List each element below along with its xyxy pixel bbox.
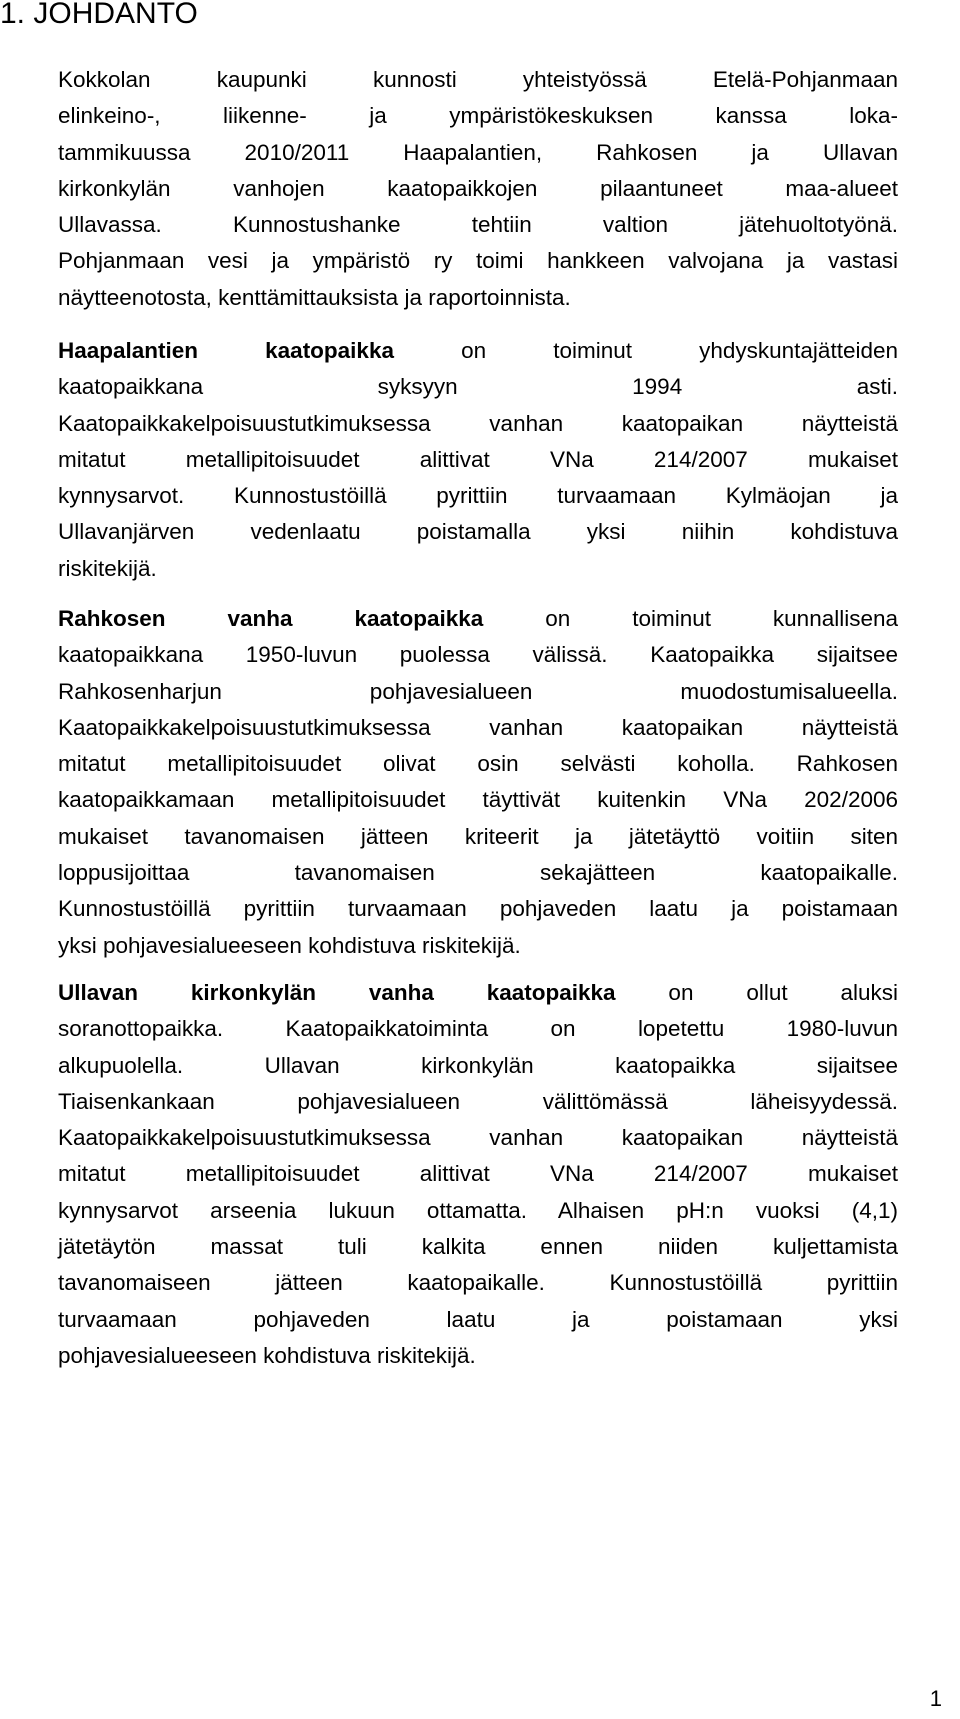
text-line: pohjavesialueeseen kohdistuva riskitekijä. — [58, 1342, 476, 1368]
text-line: näytteenotosta, kenttämittauksista ja raportoinnista. — [58, 284, 571, 310]
text-line: kaatopaikkamaan metallipitoisuudet täyttivät kuitenkin VNa 202/2006 — [58, 787, 898, 813]
text-line: turvaamaan pohjaveden laatu ja poistamaan yksi — [58, 1306, 898, 1332]
paragraph-ullava — [58, 975, 898, 1374]
text-line: mitatut metallipitoisuudet alittivat VNa 214/2007 mukaiset — [58, 446, 898, 472]
text-line: elinkeino-, liikenne- ja ympäristökeskuksen kanssa loka- — [58, 103, 898, 129]
text-line: kirkonkylän vanhojen kaatopaikkojen pilaantuneet maa-alueet — [58, 175, 898, 201]
text-line: alkupuolella. Ullavan kirkonkylän kaatopaikka sijaitsee — [58, 1052, 898, 1078]
paragraph-haapalantie — [58, 333, 898, 587]
text-line: tammikuussa 2010/2011 Haapalantien, Rahkosen ja Ullavan — [58, 139, 898, 165]
text-line: Rahkosenharjun pohjavesialueen muodostumisalueella. — [58, 678, 898, 704]
chapter-heading: 1. JOHDANTO — [0, 0, 198, 30]
text-line: Kunnostustöillä pyrittiin turvaamaan pohjaveden laatu ja poistamaan — [58, 896, 898, 922]
text-line: Tiaisenkankaan pohjavesialueen välittömässä läheisyydessä. — [58, 1088, 898, 1114]
text-line: Kokkolan kaupunki kunnosti yhteistyössä Etelä-Pohjanmaan — [58, 67, 898, 92]
text-line: yksi pohjavesialueeseen kohdistuva riskitekijä. — [58, 932, 521, 958]
text-line: riskitekijä. — [58, 555, 157, 581]
text-fragment: on toiminut yhdyskuntajätteiden — [393, 338, 898, 363]
text-fragment: on toiminut kunnallisena — [483, 606, 899, 631]
text-line: kaatopaikkana 1950-luvun puolessa välissä. Kaatopaikka sijaitsee — [58, 642, 898, 668]
page-number: 1 — [929, 1686, 942, 1711]
text-line: loppusijoittaa tavanomaisen sekajätteen kaatopaikalle. — [58, 860, 898, 886]
text-line: soranottopaikka. Kaatopaikkatoiminta on lopetettu 1980-luvun — [58, 1016, 898, 1042]
text-line — [58, 333, 898, 369]
text-line: Kaatopaikkakelpoisuustutkimuksessa vanhan kaatopaikan näytteistä — [58, 410, 898, 436]
text-line: kaatopaikkana syksyyn 1994 asti. — [58, 374, 898, 400]
text-line: tavanomaiseen jätteen kaatopaikalle. Kunnostustöillä pyrittiin — [58, 1270, 898, 1296]
text-line: mukaiset tavanomaisen jätteen kriteerit ja jätetäyttö voitiin siten — [58, 823, 898, 849]
site-name-ullava: Ullavan kirkonkylän vanha kaatopaikka — [58, 980, 616, 1005]
paragraph-intro — [58, 62, 898, 316]
text-line: Kaatopaikkakelpoisuustutkimuksessa vanhan kaatopaikan näytteistä — [58, 714, 898, 740]
text-line — [58, 975, 898, 1011]
paragraph-rahkonen — [58, 601, 898, 964]
text-line: kynnysarvot arseenia lukuun ottamatta. Alhaisen pH:n vuoksi (4,1) — [58, 1197, 898, 1223]
text-line: Ullavassa. Kunnostushanke tehtiin valtion jätehuoltotyönä. — [58, 212, 898, 238]
text-line: Kaatopaikkakelpoisuustutkimuksessa vanhan kaatopaikan näytteistä — [58, 1125, 898, 1151]
text-line: Pohjanmaan vesi ja ympäristö ry toimi hankkeen valvojana ja vastasi — [58, 248, 898, 274]
text-line — [58, 601, 898, 637]
text-line: Ullavanjärven vedenlaatu poistamalla yksi niihin kohdistuva — [58, 519, 898, 545]
site-name-rahkonen: Rahkosen vanha kaatopaikka — [58, 606, 484, 631]
text-line: jätetäytön massat tuli kalkita ennen niiden kuljettamista — [58, 1234, 898, 1260]
text-line: mitatut metallipitoisuudet alittivat VNa 214/2007 mukaiset — [58, 1161, 898, 1187]
site-name-haapalantie: Haapalantien kaatopaikka — [58, 338, 394, 363]
text-line: kynnysarvot. Kunnostustöillä pyrittiin turvaamaan Kylmäojan ja — [58, 483, 898, 509]
text-line: mitatut metallipitoisuudet olivat osin selvästi koholla. Rahkosen — [58, 751, 898, 777]
text-fragment: on ollut aluksi — [615, 980, 898, 1005]
